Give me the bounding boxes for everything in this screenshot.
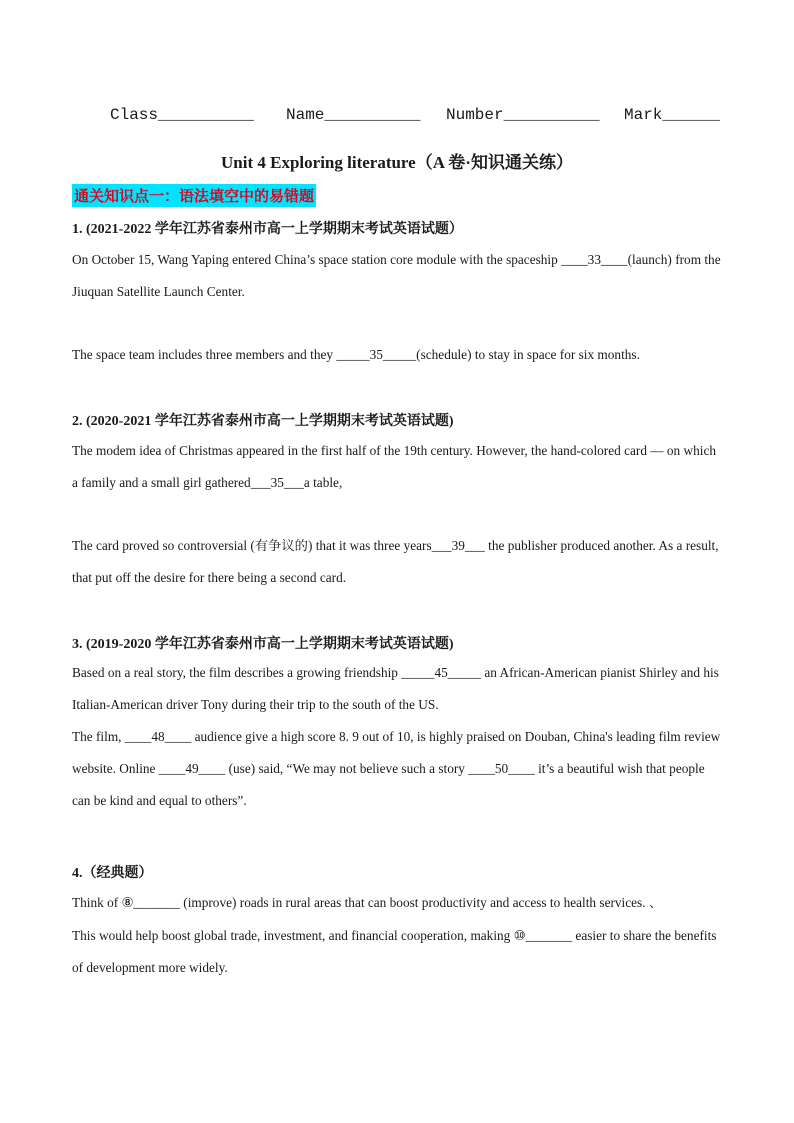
question-1-heading: 1. (2021-2022 学年江苏省泰州市高一上学期期末考试英语试题） (72, 222, 463, 237)
question-2-paragraph-1: The modem idea of Christmas appeared in the first half of the 19th century. However, the hand-colored card — on which a family and a small girl gathered___35___a table, (72, 443, 717, 490)
class-field-label: Class__________ (110, 106, 255, 124)
question-2-paragraph-2: The card proved so controversial (有争议的) that it was three years___39___ the publisher produced another. As a result, that put off the desire for there being a second card. (72, 538, 719, 585)
section-tag: 通关知识点一：语法填空中的易错题 (72, 184, 316, 207)
question-3-paragraph-1: Based on a real story, the film describes a growing friendship _____45_____ an African-American pianist Shirley and his Italian-American driver Tony during their trip to the south of the US. (72, 665, 719, 712)
question-2-heading: 2. (2020-2021 学年江苏省泰州市高一上学期期末考试英语试题) (72, 414, 454, 429)
question-1-paragraph-2: The space team includes three members and they _____35_____(schedule) to stay in space for six months. (72, 347, 640, 362)
document-title: Unit 4 Exploring literature（A 卷·知识通关练） (221, 153, 573, 172)
question-3-paragraph-2: The film, ____48____ audience give a high score 8. 9 out of 10, is highly praised on Douban, China's leading film review website. Online ____49____ (use) said, “We may not believe such a story ____50____ it’s a beautiful wish that people can be kind and equal to others”. (72, 729, 721, 808)
question-4-paragraph-2: This would help boost global trade, investment, and financial cooperation, making ⑩_______ easier to share the benefits of development more widely. (72, 928, 717, 975)
question-3-heading: 3. (2019-2020 学年江苏省泰州市高一上学期期末考试英语试题) (72, 637, 454, 652)
question-4-paragraph-1: Think of ⑧_______ (improve) roads in rural areas that can boost productivity and access to health services. 、 (72, 895, 663, 910)
name-field-label: Name__________ (286, 106, 421, 124)
mark-field-label: Mark______ (624, 106, 721, 124)
number-field-label: Number__________ (446, 106, 600, 124)
question-1-paragraph-1: On October 15, Wang Yaping entered China’s space station core module with the spaceship ____33____(launch) from the Jiuquan Satellite Launch Center. (72, 252, 721, 299)
question-4-heading: 4.（经典题） (72, 866, 153, 881)
